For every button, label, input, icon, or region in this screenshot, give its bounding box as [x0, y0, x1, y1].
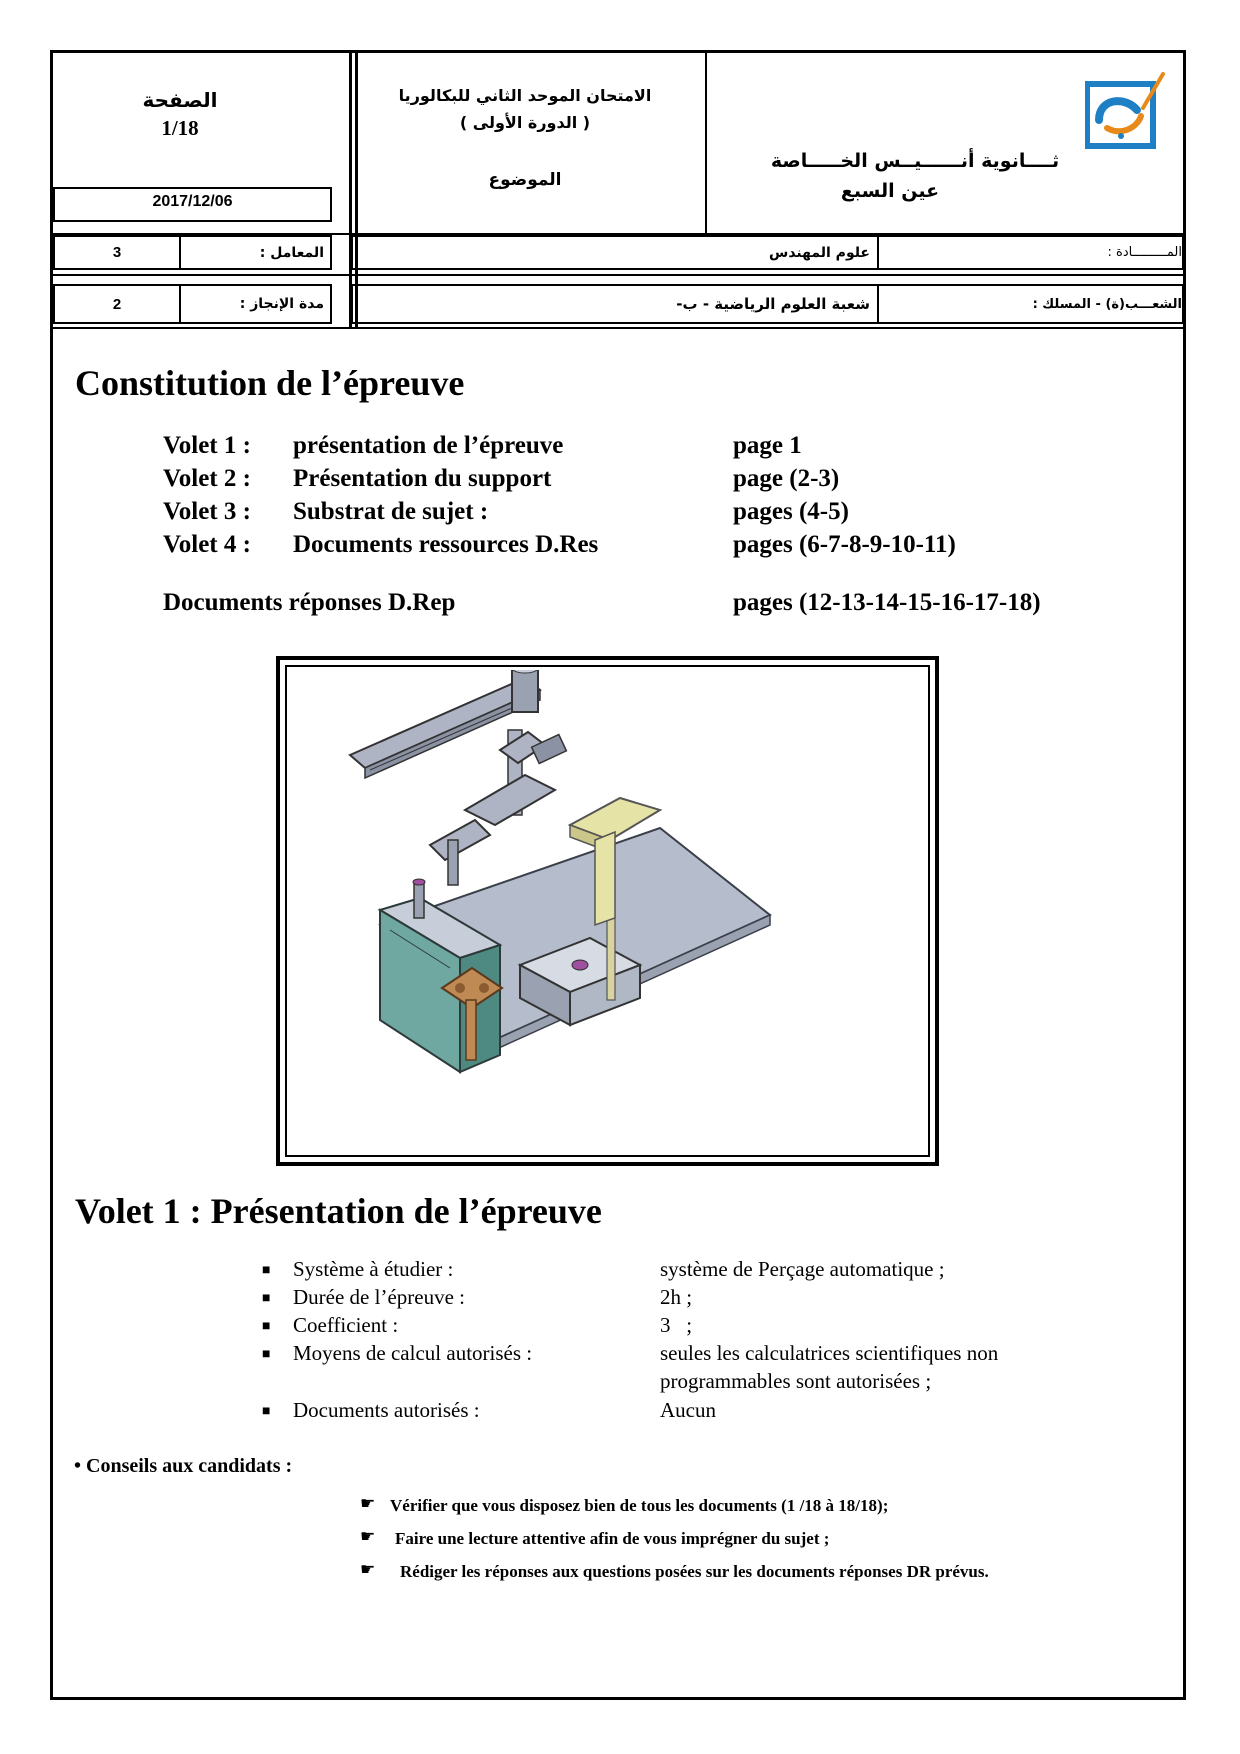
coef-label: المعامل :: [259, 244, 324, 261]
conseil-item: Faire une lecture attentive afin de vous imprégner du sujet ;: [395, 1529, 830, 1548]
subject-label: الموضوع: [488, 170, 562, 190]
bullet-icon: ■: [262, 1319, 271, 1334]
pointing-hand-icon: ☛: [360, 1527, 376, 1547]
conseil-item: Rédiger les réponses aux questions posées sur les documents réponses DR prévus.: [400, 1562, 989, 1581]
page-label: الصفحة: [142, 88, 218, 112]
pointing-hand-icon: ☛: [360, 1560, 376, 1580]
presentation-value: seules les calculatrices scientifiques non: [660, 1341, 999, 1365]
presentation-value: système de Perçage automatique ;: [660, 1257, 945, 1281]
constitution-page: page 1: [733, 432, 802, 459]
constitution-label: Présentation du support: [293, 465, 552, 492]
presentation-value: 2h ;: [660, 1285, 693, 1309]
duree-value: 2: [112, 295, 122, 313]
presentation-label: Documents autorisés :: [293, 1398, 480, 1422]
constitution-volet: Volet 4 :: [163, 531, 251, 558]
constitution-page: pages (4-5): [733, 498, 849, 525]
documents-reponses-label: Documents réponses D.Rep: [163, 589, 456, 616]
coef-value: 3: [112, 244, 122, 261]
presentation-label: Système à étudier :: [293, 1257, 454, 1281]
constitution-volet: Volet 2 :: [163, 465, 251, 492]
constitution-label: Documents ressources D.Res: [293, 531, 599, 558]
documents-reponses-pages: pages (12-13-14-15-16-17-18): [733, 589, 1041, 616]
conseil-item: Vérifier que vous disposez bien de tous les documents (1 /18 à 18/18);: [390, 1496, 889, 1515]
filiere-value: شعبة العلوم الرياضية - ب-: [676, 295, 870, 313]
constitution-title: Constitution de l’épreuve: [75, 363, 465, 403]
matiere-value: علوم المهندس: [769, 244, 870, 261]
volet1-title: Volet 1 : Présentation de l’épreuve: [75, 1191, 602, 1231]
exam-date: 2017/12/06: [152, 193, 233, 210]
duree-label: مدة الإنجاز :: [239, 296, 324, 312]
school-logo: [1085, 70, 1170, 152]
presentation-label: Moyens de calcul autorisés :: [293, 1341, 533, 1365]
exam-title: الامتحان الموحد الثاني للبكالوريا: [398, 86, 652, 105]
presentation-value: 3 ;: [660, 1313, 693, 1337]
bullet-icon: ■: [262, 1347, 271, 1362]
constitution-volet: Volet 1 :: [163, 432, 251, 459]
school-name: ثــــانوية أنــــــيــس الخـــــاصة: [770, 150, 1060, 172]
school-city: عين السبع: [840, 180, 940, 202]
constitution-page: pages (6-7-8-9-10-11): [733, 531, 956, 558]
constitution-label: présentation de l’épreuve: [293, 432, 564, 459]
presentation-label: Coefficient :: [293, 1313, 399, 1337]
conseils-title: • Conseils aux candidats :: [74, 1455, 293, 1477]
page-number: 1/18: [161, 116, 199, 140]
presentation-label: Durée de l’épreuve :: [293, 1285, 465, 1309]
presentation-value: Aucun: [660, 1398, 716, 1422]
bullet-icon: ■: [262, 1263, 271, 1278]
constitution-volet: Volet 3 :: [163, 498, 251, 525]
exam-session: ( الدورة الأولى ): [459, 113, 591, 132]
filiere-label: الشعـــب(ة) - المسلك :: [1032, 296, 1182, 312]
constitution-page: page (2-3): [733, 465, 840, 492]
matiere-label: المـــــــــادة :: [1107, 245, 1182, 260]
presentation-value-continued: programmables sont autorisées ;: [660, 1369, 932, 1393]
bullet-icon: ■: [262, 1404, 271, 1419]
bullet-icon: ■: [262, 1291, 271, 1306]
constitution-label: Substrat de sujet :: [293, 498, 489, 525]
pointing-hand-icon: ☛: [360, 1494, 376, 1514]
drilling-machine-illustration: [290, 670, 925, 1152]
